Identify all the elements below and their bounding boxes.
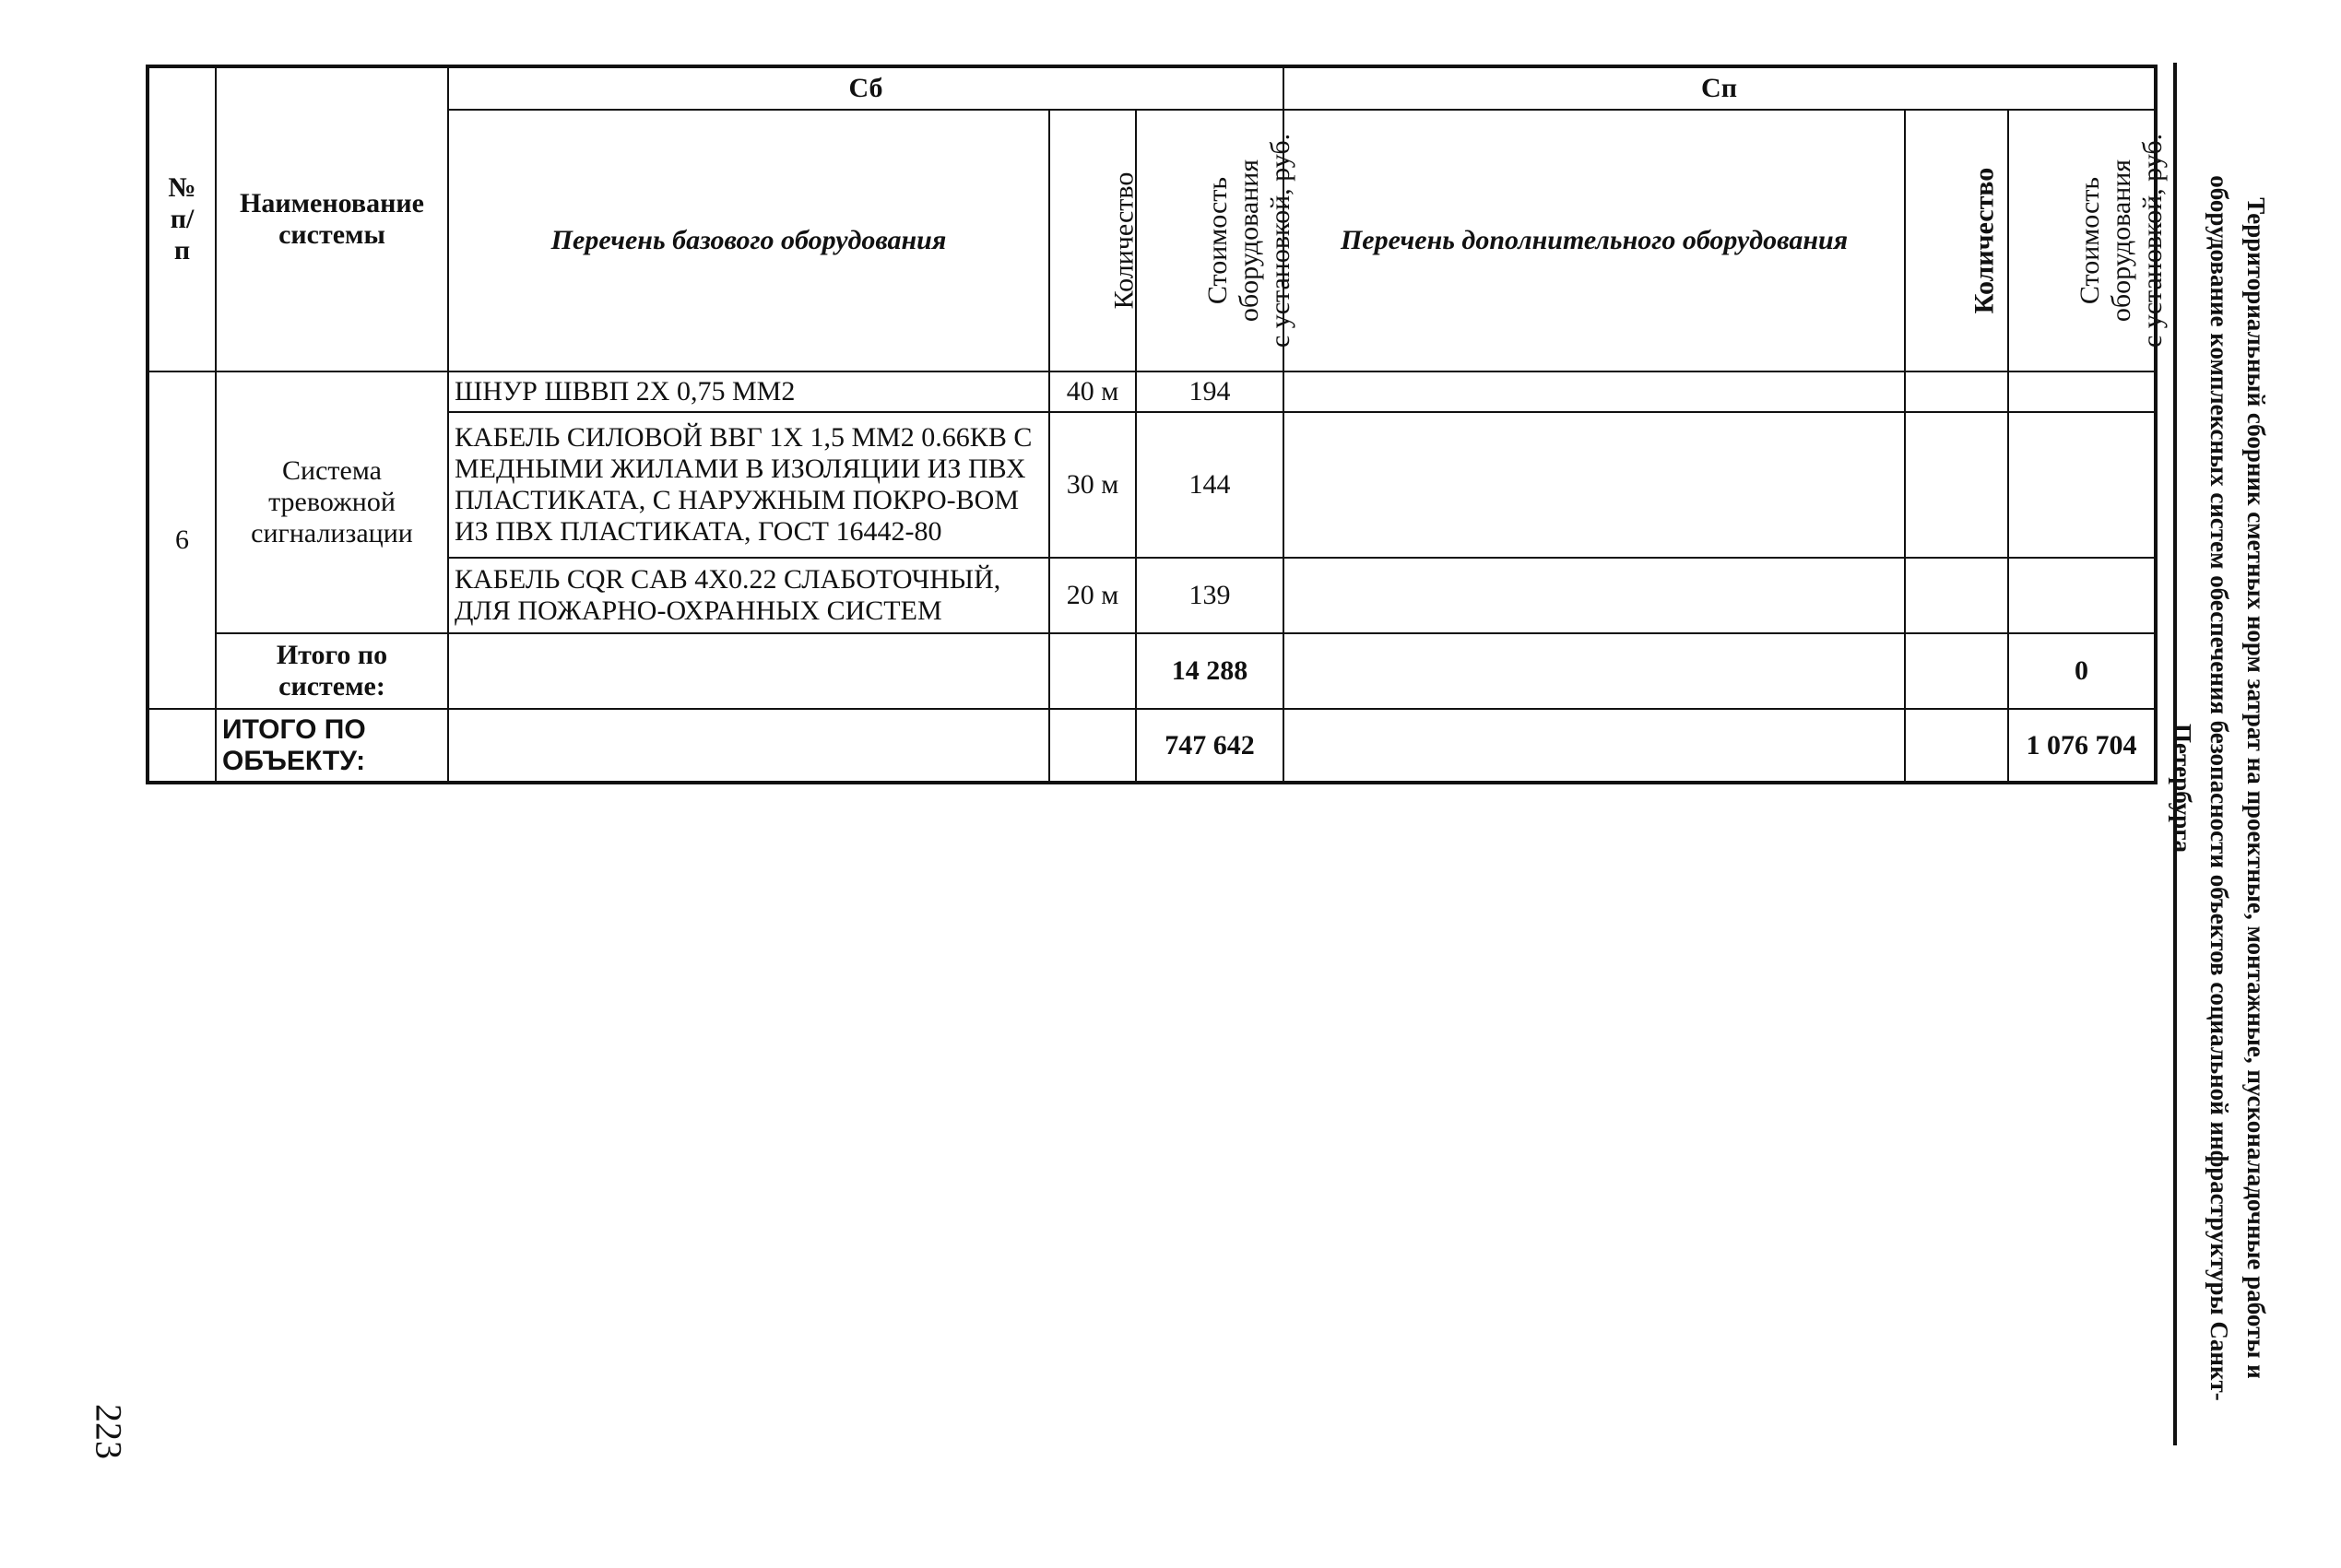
extra-item-name xyxy=(1283,558,1905,633)
col-system-header xyxy=(216,66,448,371)
group-base-header xyxy=(448,66,1283,110)
extra-item-qty xyxy=(1905,412,2008,558)
item-qty: 20 м xyxy=(1049,558,1136,633)
extra-item-cost xyxy=(2008,371,2156,412)
extra-item-qty xyxy=(1905,558,2008,633)
empty-cell xyxy=(1049,633,1136,709)
empty-cell xyxy=(1905,633,2008,709)
side-title: Территориальный сборник сметных норм затрат на проектные, монтажные, пусконаладочные работы и оборудование комплексных систем обеспечения безопасности объектов социальной инфраструктуры Санкт-Петербурга xyxy=(2169,175,2270,1401)
extra-cost-header xyxy=(2008,110,2169,371)
base-qty-header xyxy=(1049,110,1140,371)
empty-cell xyxy=(1049,709,1136,783)
grand-total-base: 747 642 xyxy=(1136,709,1283,783)
group-base-label: Сб xyxy=(848,73,883,103)
item-cost: 194 xyxy=(1136,371,1283,412)
system-name-text: Система тревожной сигнализации xyxy=(251,455,413,548)
extra-item-name xyxy=(1283,371,1905,412)
system-name xyxy=(216,371,448,633)
page-number: 223 xyxy=(88,1404,130,1459)
extra-cost-label xyxy=(2075,134,2169,348)
empty-cell xyxy=(448,633,1049,709)
system-total-row xyxy=(148,633,2156,709)
cost-line-3: с установкой, руб. xyxy=(1265,133,1296,348)
base-qty-label: Количество xyxy=(1108,171,1140,310)
grand-total-label: ИТОГО ПО ОБЪЕКТУ: xyxy=(216,709,448,783)
item-qty: 40 м xyxy=(1049,371,1136,412)
system-total-extra: 0 xyxy=(2008,633,2156,709)
col-num-header xyxy=(148,66,216,371)
base-cost-header xyxy=(1136,110,1296,371)
grand-total-row xyxy=(148,709,2156,783)
grand-total-extra: 1 076 704 xyxy=(2008,709,2156,783)
empty-cell xyxy=(1905,709,2008,783)
item-name: КАБЕЛЬ СИЛОВОЙ ВВГ 1Х 1,5 ММ2 0.66КВ С МЕДНЫМИ ЖИЛАМИ В ИЗОЛЯЦИИ ИЗ ПВХ ПЛАСТИКАТА, С НАРУЖНЫМ ПОКРО-ВОМ ИЗ ПВХ ПЛАСТИКАТА, ГОСТ 16442-80 xyxy=(448,412,1049,558)
col-num-label: № п/п xyxy=(168,172,196,265)
empty-cell xyxy=(1283,633,1905,709)
extra-item-name xyxy=(1283,412,1905,558)
equipment-table xyxy=(146,65,2169,784)
extra-qty-header xyxy=(1905,110,2008,371)
group-extra-header xyxy=(1283,66,2156,110)
item-qty: 30 м xyxy=(1049,412,1136,558)
empty-cell xyxy=(448,709,1049,783)
system-total-label: Итого по системе: xyxy=(216,633,448,709)
base-cost-label xyxy=(1202,134,1296,348)
extra-qty-label: Количество xyxy=(1969,167,2000,314)
base-list-header xyxy=(448,110,1049,371)
item-name: КАБЕЛЬ CQR CAB 4X0.22 СЛАБОТОЧНЫЙ, ДЛЯ ПОЖАРНО-ОХРАННЫХ СИСТЕМ xyxy=(448,558,1049,633)
base-list-label: Перечень базового оборудования xyxy=(550,225,947,255)
extra-list-label: Перечень дополнительного оборудования xyxy=(1340,225,1849,255)
extra-list-header xyxy=(1283,110,1905,371)
extra-item-qty xyxy=(1905,371,2008,412)
col-system-label: Наименование системы xyxy=(240,188,424,250)
cost-line-2: оборудования xyxy=(1234,159,1265,323)
item-cost: 139 xyxy=(1136,558,1283,633)
extra-item-cost xyxy=(2008,412,2156,558)
cost-line-1: Стоимость xyxy=(2075,176,2106,305)
cost-line-3: с установкой, руб. xyxy=(2137,133,2169,348)
system-number: 6 xyxy=(148,371,216,709)
item-name: ШНУР ШВВП 2Х 0,75 ММ2 xyxy=(448,371,1049,412)
cost-line-2: оборудования xyxy=(2106,159,2137,323)
empty-cell xyxy=(148,709,216,783)
table-row xyxy=(148,558,2156,633)
table-row xyxy=(148,412,2156,558)
cost-line-1: Стоимость xyxy=(1202,176,1234,305)
extra-item-cost xyxy=(2008,558,2156,633)
group-extra-label: Сп xyxy=(1701,73,1737,103)
table-row xyxy=(148,371,2156,412)
system-total-base: 14 288 xyxy=(1136,633,1283,709)
item-cost: 144 xyxy=(1136,412,1283,558)
empty-cell xyxy=(1283,709,1905,783)
